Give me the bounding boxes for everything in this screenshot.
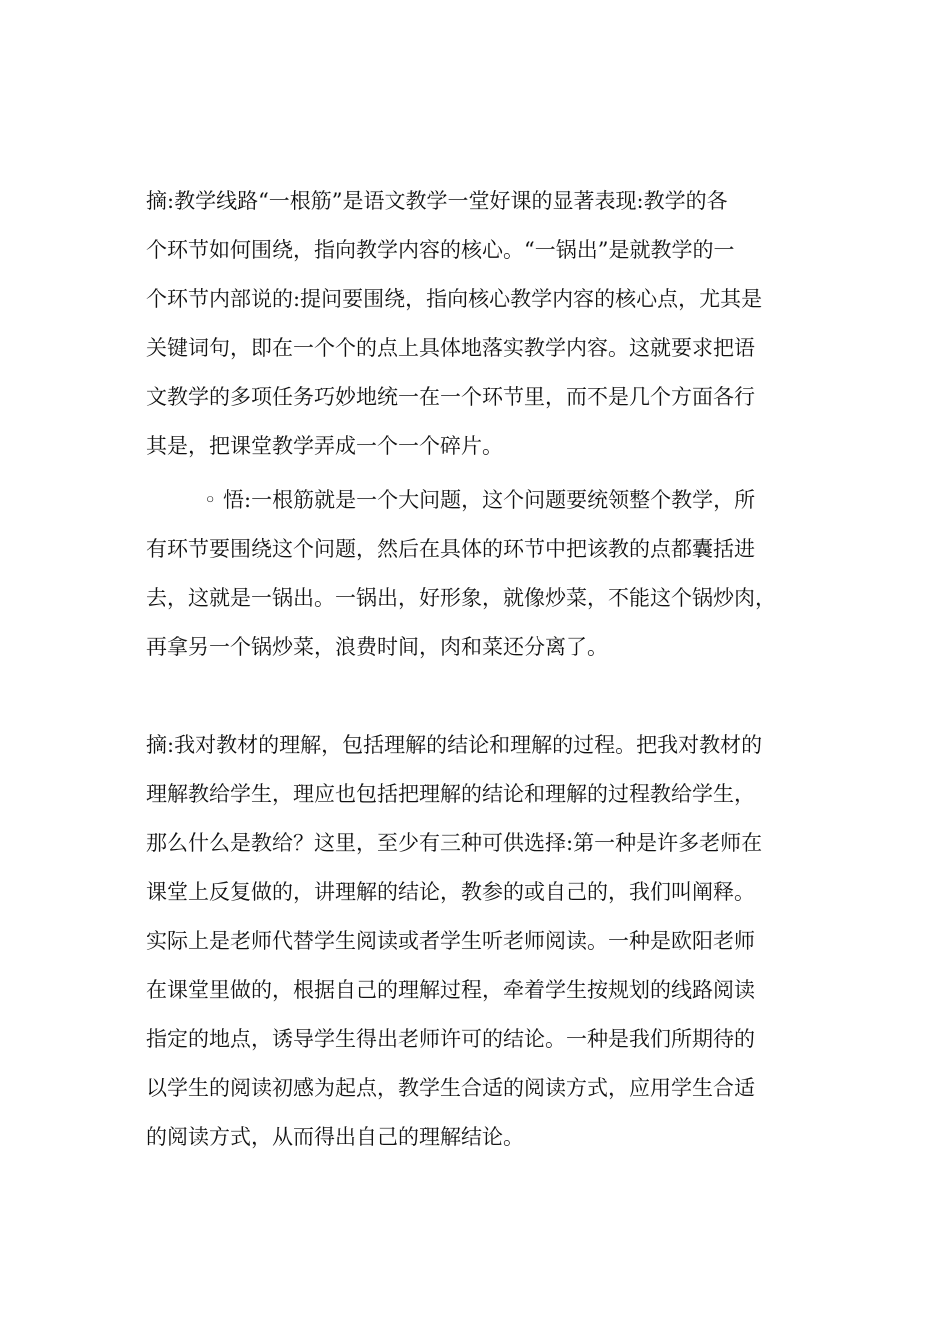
text-line: 摘:教学线路“一根筋”是语文教学一堂好课的显著表现:教学的各 <box>146 189 728 213</box>
text-line: 个环节如何围绕，指向教学内容的核心。“一锅出”是就教学的一 <box>146 238 735 262</box>
text-line: 课堂上反复做的，讲理解的结论，教参的或自己的，我们叫阐释。 <box>146 880 755 904</box>
excerpt-paragraph-1 <box>146 177 826 471</box>
text-line: 以学生的阅读初感为起点，教学生合适的阅读方式，应用学生合适 <box>146 1076 755 1100</box>
text-line: 实际上是老师代替学生阅读或者学生听老师阅读。一种是欧阳老师 <box>146 929 755 953</box>
text-line: 理解教给学生，理应也包括把理解的结论和理解的过程教给学生， <box>146 782 755 806</box>
excerpt-paragraph-2 <box>146 721 826 1162</box>
text-line: 关键词句，即在一个个的点上具体地落实教学内容。这就要求把语 <box>146 336 755 360</box>
text-line: ◦ 悟:一根筋就是一个大问题，这个问题要统领整个教学，所 <box>204 488 756 512</box>
text-line: 再拿另一个锅炒菜，浪费时间，肉和菜还分离了。 <box>146 635 608 659</box>
text-line: 其是，把课堂教学弄成一个一个碎片。 <box>146 434 503 458</box>
text-line: 有环节要围绕这个问题，然后在具体的环节中把该教的点都囊括进 <box>146 537 755 561</box>
text-line: 摘:我对教材的理解，包括理解的结论和理解的过程。把我对教材的 <box>146 733 763 757</box>
text-line: 那么什么是教给？这里，至少有三种可供选择:第一种是许多老师在 <box>146 831 763 855</box>
reflection-paragraph <box>146 476 826 672</box>
text-line: 的阅读方式，从而得出自己的理解结论。 <box>146 1125 524 1149</box>
text-line: 去，这就是一锅出。一锅出，好形象，就像炒菜，不能这个锅炒肉， <box>146 586 776 610</box>
text-line: 指定的地点，诱导学生得出老师许可的结论。一种是我们所期待的 <box>146 1027 755 1051</box>
text-line: 在课堂里做的，根据自己的理解过程，牵着学生按规划的线路阅读 <box>146 978 755 1002</box>
text-line: 文教学的多项任务巧妙地统一在一个环节里，而不是几个方面各行 <box>146 385 755 409</box>
text-line: 个环节内部说的:提问要围绕，指向核心教学内容的核心点，尤其是 <box>146 287 763 311</box>
